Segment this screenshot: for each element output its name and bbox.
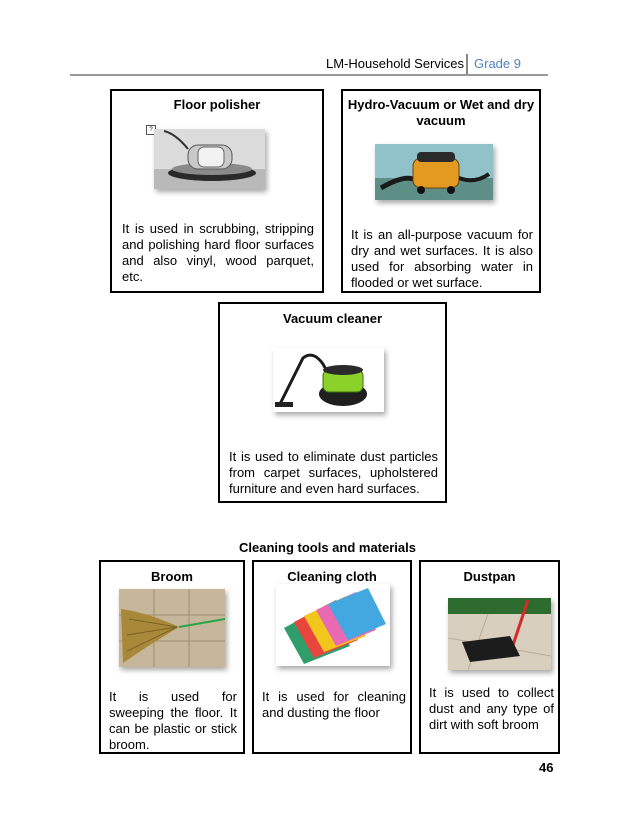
cleaning-cloth-title: Cleaning cloth: [287, 569, 377, 584]
broom-photo: [119, 589, 225, 667]
header-rule: [70, 74, 548, 76]
floor-polisher-description: It is used in scrubbing, stripping and polishing hard floor surfaces and also vinyl, wood parquet, etc.: [122, 221, 314, 284]
cleaning-cloth-description: It is used for cleaning and dusting the floor: [262, 689, 406, 720]
header-divider: [466, 54, 468, 76]
cleaning-cloth-card: [252, 560, 412, 754]
dustpan-card: [419, 560, 560, 754]
section-title: Cleaning tools and materials: [239, 540, 416, 555]
broom-title: Broom: [151, 569, 193, 584]
broom-description: It is used for sweeping the floor. It can be plastic or stick broom.: [109, 689, 237, 752]
floor-polisher-title: Floor polisher: [173, 97, 261, 112]
wet-dry-vacuum-photo: [375, 144, 493, 200]
floor-polisher-card: [110, 89, 324, 293]
dustpan-photo: [448, 598, 551, 670]
broom-card: [99, 560, 245, 754]
wet-dry-vacuum-card: [341, 89, 541, 293]
grade-label: Grade 9: [474, 56, 521, 71]
vacuum-cleaner-title: Vacuum cleaner: [283, 311, 382, 326]
dustpan-title: Dustpan: [463, 569, 516, 584]
module-title: LM-Household Services: [326, 56, 465, 71]
vacuum-cleaner-description: It is used to eliminate dust particles from carpet surfaces, upholstered furniture and even hard surfaces.: [229, 449, 438, 496]
page-number: 46: [539, 760, 554, 775]
broken-image-icon: ?: [146, 125, 156, 135]
floor-polisher-photo: [154, 129, 265, 189]
cleaning-cloth-photo: [276, 584, 390, 666]
wet-dry-vacuum-title: Hydro-Vacuum or Wet and dry vacuum: [347, 97, 535, 128]
vacuum-cleaner-photo: [273, 348, 384, 412]
wet-dry-vacuum-description: It is an all-purpose vacuum for dry and wet surfaces. It is also used for absorbing water in flooded or wet surface.: [351, 227, 533, 290]
dustpan-description: It is used to collect dust and any type of dirt with soft broom: [429, 685, 554, 732]
vacuum-cleaner-card: [218, 302, 447, 503]
